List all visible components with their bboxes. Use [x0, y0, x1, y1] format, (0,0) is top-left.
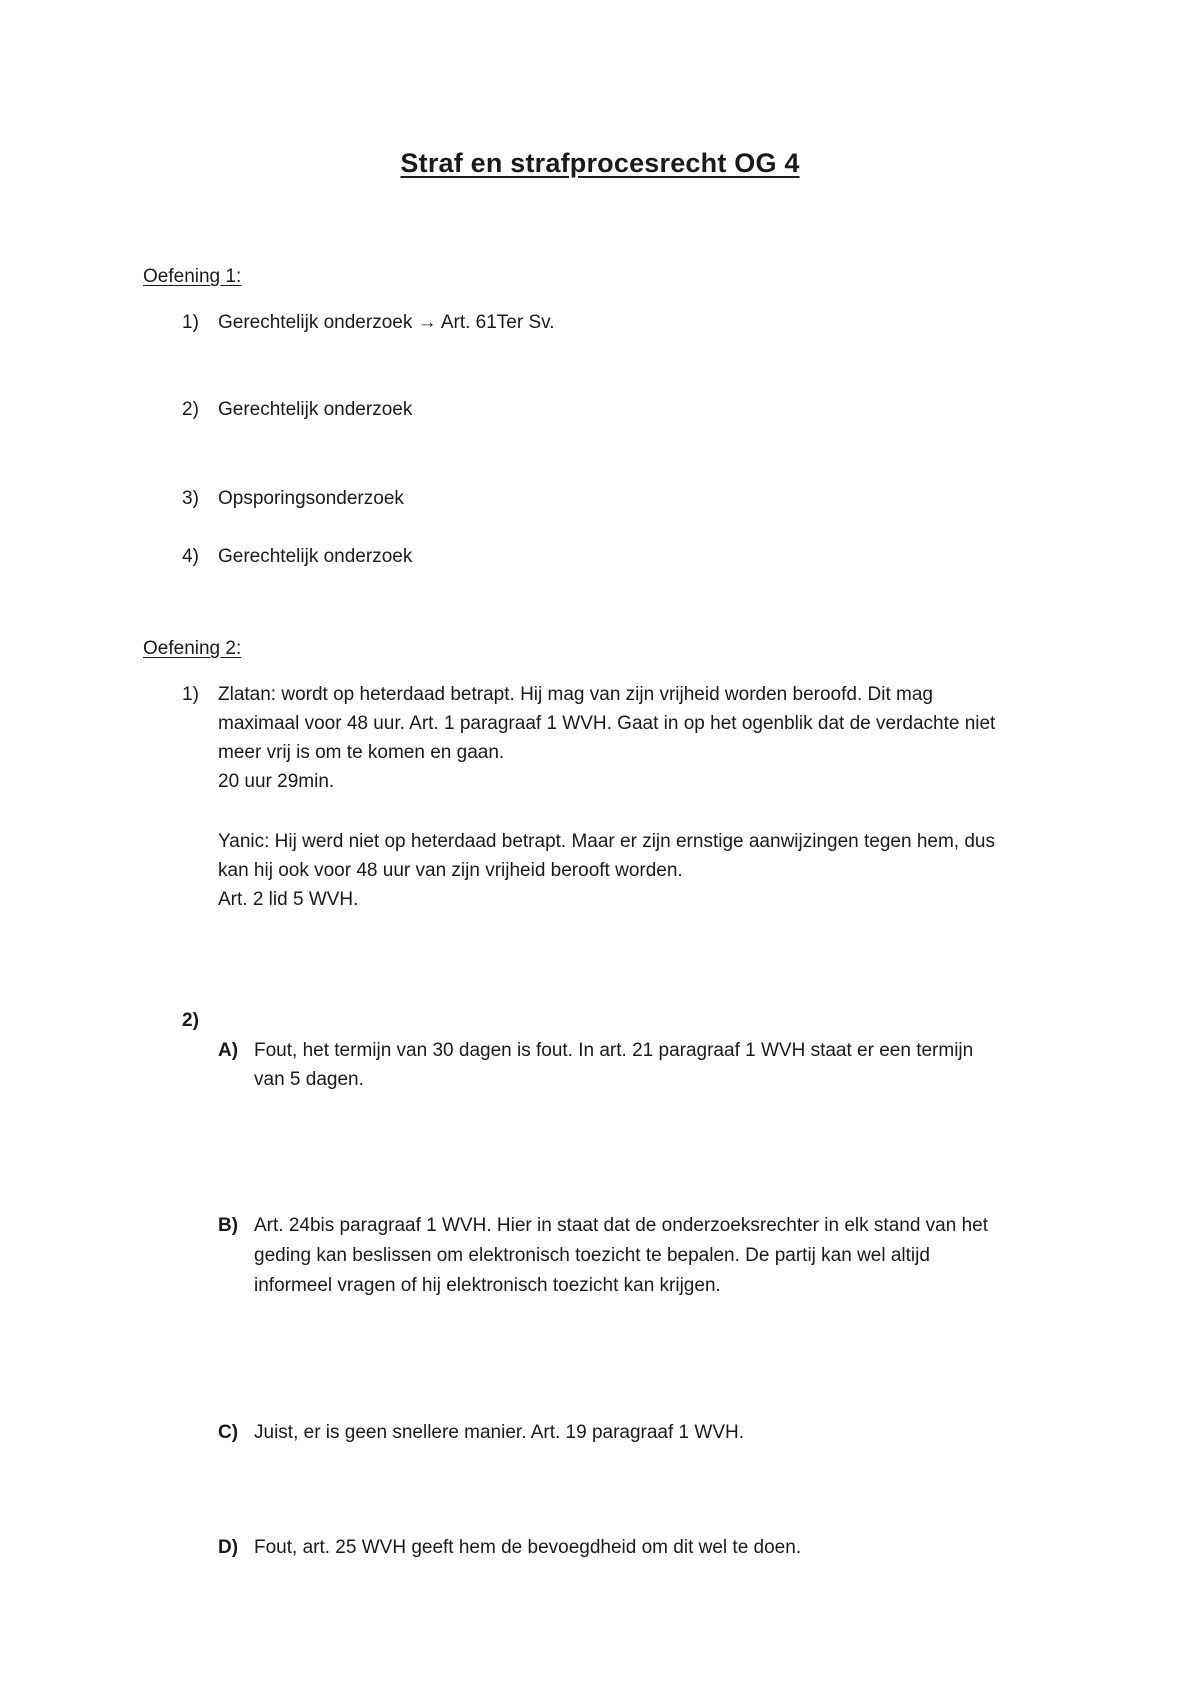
sub-item-letter: D) [218, 1537, 239, 1558]
answer-line: Art. 2 lid 5 WVH. [218, 889, 359, 910]
exercise-2-heading: Oefening 2: [143, 638, 242, 659]
answer-line: kan hij ook voor 48 uur van zijn vrijheid berooft worden. [218, 860, 683, 881]
sub-item-letter: C) [218, 1422, 239, 1443]
sub-item-letter: B) [218, 1215, 239, 1236]
list-item-text: Gerechtelijk onderzoek [218, 546, 413, 567]
answer-line: informeel vragen of hij elektronisch toezicht kan krijgen. [254, 1275, 721, 1296]
list-item-text: Opsporingsonderzoek [218, 488, 404, 509]
answer-line: van 5 dagen. [254, 1069, 364, 1090]
document-title: Straf en strafprocesrecht OG 4 [400, 148, 800, 178]
list-item-number: 4) [182, 546, 199, 567]
list-item-text: Gerechtelijk onderzoek → Art. 61Ter Sv. [218, 312, 555, 333]
list-item-text: Gerechtelijk onderzoek [218, 399, 413, 420]
answer-line: Yanic: Hij werd niet op heterdaad betrapt. Maar er zijn ernstige aanwijzingen tegen hem, dus [218, 831, 995, 852]
list-item-number: 1) [182, 312, 199, 333]
answer-line: maximaal voor 48 uur. Art. 1 paragraaf 1 WVH. Gaat in op het ogenblik dat de verdachte niet [218, 713, 996, 734]
list-item-number: 1) [182, 684, 199, 705]
list-item-number: 3) [182, 488, 199, 509]
answer-line: 20 uur 29min. [218, 771, 335, 792]
answer-line: Art. 24bis paragraaf 1 WVH. Hier in staat dat de onderzoeksrechter in elk stand van het [254, 1215, 988, 1236]
list-item-number: 2) [182, 399, 199, 420]
list-item-number: 2) [182, 1010, 199, 1031]
answer-line: Zlatan: wordt op heterdaad betrapt. Hij mag van zijn vrijheid worden beroofd. Dit mag [218, 684, 933, 705]
answer-line: geding kan beslissen om elektronisch toezicht te bepalen. De partij kan wel altijd [254, 1245, 930, 1266]
exercise-1-heading: Oefening 1: [143, 266, 242, 287]
answer-line: Juist, er is geen snellere manier. Art. 19 paragraaf 1 WVH. [254, 1422, 745, 1443]
answer-line: Fout, het termijn van 30 dagen is fout. In art. 21 paragraaf 1 WVH staat er een termijn [254, 1040, 974, 1061]
sub-item-letter: A) [218, 1040, 239, 1061]
answer-line: meer vrij is om te komen en gaan. [218, 742, 505, 763]
answer-line: Fout, art. 25 WVH geeft hem de bevoegdheid om dit wel te doen. [254, 1537, 802, 1558]
